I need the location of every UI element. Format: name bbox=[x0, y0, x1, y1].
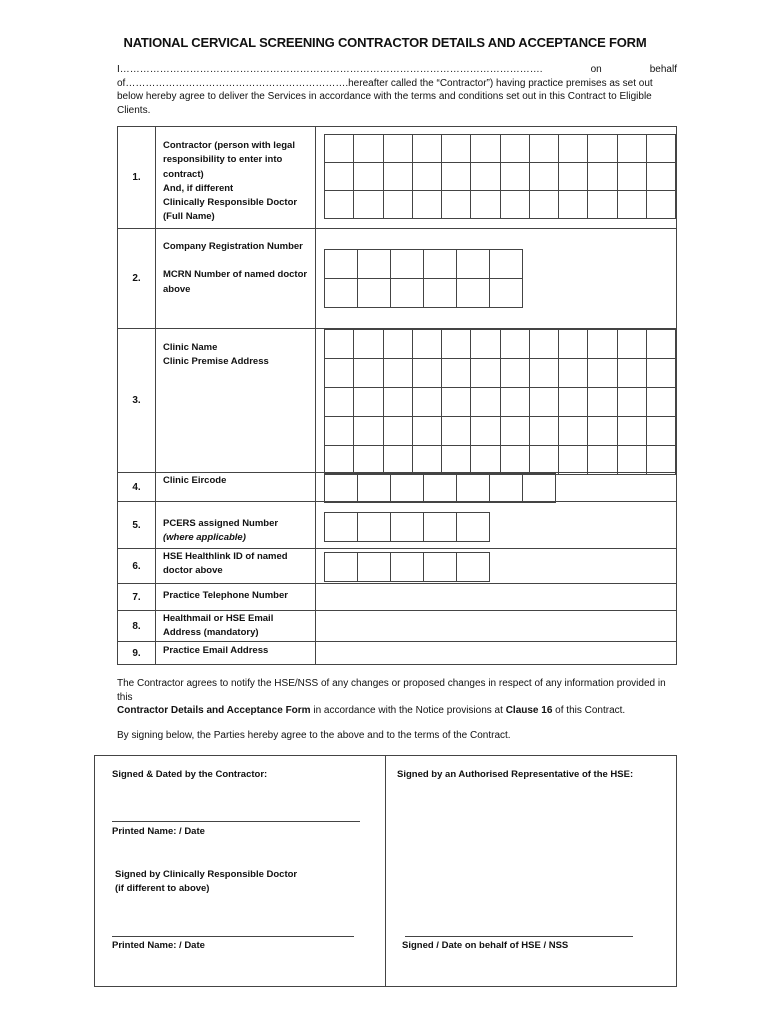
character-box[interactable] bbox=[588, 359, 617, 388]
character-box[interactable] bbox=[358, 250, 391, 279]
character-box[interactable] bbox=[325, 446, 354, 475]
character-box[interactable] bbox=[442, 388, 471, 417]
character-box[interactable] bbox=[529, 417, 558, 446]
character-box[interactable] bbox=[471, 359, 500, 388]
row-label: Practice Email Address bbox=[156, 642, 316, 664]
character-box[interactable] bbox=[559, 163, 588, 191]
row-label: Clinic Eircode bbox=[156, 473, 316, 501]
character-box[interactable] bbox=[588, 163, 617, 191]
character-box[interactable] bbox=[617, 446, 646, 475]
row-label: HSE Healthlink ID of named doctor above bbox=[156, 549, 316, 583]
character-box[interactable] bbox=[471, 135, 500, 163]
character-box[interactable] bbox=[471, 191, 500, 219]
row-label: PCERS assigned Number (where applicable) bbox=[156, 502, 316, 548]
character-box[interactable] bbox=[358, 474, 391, 503]
row-number: 7. bbox=[118, 584, 156, 610]
character-box[interactable] bbox=[500, 191, 529, 219]
notice-line2: Contractor Details and Acceptance Form in accordance with the Notice provisions at Clause 16 of this Contract. bbox=[117, 705, 626, 716]
row-number: 8. bbox=[118, 611, 156, 641]
character-box[interactable] bbox=[424, 553, 457, 582]
contractor-signature-line[interactable] bbox=[112, 821, 360, 822]
character-box[interactable] bbox=[471, 417, 500, 446]
character-box[interactable] bbox=[646, 191, 675, 219]
character-box[interactable] bbox=[646, 163, 675, 191]
character-box[interactable] bbox=[325, 474, 358, 503]
character-box[interactable] bbox=[325, 250, 358, 279]
character-box[interactable] bbox=[391, 553, 424, 582]
character-box[interactable] bbox=[391, 279, 424, 308]
character-box[interactable] bbox=[354, 359, 383, 388]
character-box[interactable] bbox=[500, 330, 529, 359]
character-box[interactable] bbox=[559, 417, 588, 446]
character-box[interactable] bbox=[490, 279, 523, 308]
character-box[interactable] bbox=[442, 135, 471, 163]
character-box[interactable] bbox=[354, 135, 383, 163]
character-box[interactable] bbox=[529, 135, 558, 163]
character-box[interactable] bbox=[617, 359, 646, 388]
character-box[interactable] bbox=[500, 388, 529, 417]
row-label: Practice Telephone Number bbox=[156, 584, 316, 610]
character-box[interactable] bbox=[529, 388, 558, 417]
character-box[interactable] bbox=[529, 191, 558, 219]
healthmail-field[interactable] bbox=[324, 611, 676, 641]
character-box[interactable] bbox=[383, 330, 412, 359]
row-number: 4. bbox=[118, 473, 156, 501]
character-box[interactable] bbox=[523, 474, 556, 503]
character-box[interactable] bbox=[617, 135, 646, 163]
character-box[interactable] bbox=[559, 191, 588, 219]
character-box[interactable] bbox=[424, 250, 457, 279]
row-number: 3. bbox=[118, 329, 156, 472]
character-box[interactable] bbox=[325, 135, 354, 163]
character-box[interactable] bbox=[490, 250, 523, 279]
character-box[interactable] bbox=[354, 388, 383, 417]
character-box[interactable] bbox=[383, 135, 412, 163]
contractor-sign-heading: Signed & Dated by the Contractor: bbox=[112, 769, 268, 780]
row-label: Contractor (person with legal responsibility to enter into contract) And, if different Clinically Responsible Doctor (Full Name) bbox=[156, 127, 316, 228]
pcers-grid[interactable] bbox=[324, 512, 490, 542]
row-number: 9. bbox=[118, 642, 156, 664]
row-number: 5. bbox=[118, 502, 156, 548]
character-box[interactable] bbox=[471, 388, 500, 417]
character-box[interactable] bbox=[617, 388, 646, 417]
character-box[interactable] bbox=[500, 135, 529, 163]
practice-email-field[interactable] bbox=[324, 642, 676, 664]
character-box[interactable] bbox=[588, 417, 617, 446]
row-registration bbox=[118, 229, 676, 329]
clinic-address-grid[interactable] bbox=[324, 329, 676, 475]
contractor-details-table bbox=[117, 126, 677, 665]
character-box[interactable] bbox=[383, 163, 412, 191]
character-box[interactable] bbox=[471, 163, 500, 191]
character-box[interactable] bbox=[588, 446, 617, 475]
character-box[interactable] bbox=[424, 279, 457, 308]
character-box[interactable] bbox=[588, 135, 617, 163]
character-box[interactable] bbox=[442, 446, 471, 475]
character-box[interactable] bbox=[588, 191, 617, 219]
character-box[interactable] bbox=[412, 388, 441, 417]
character-box[interactable] bbox=[646, 135, 675, 163]
doctor-sign-heading: Signed by Clinically Responsible Doctor (if different to above) bbox=[115, 869, 298, 894]
character-box[interactable] bbox=[442, 191, 471, 219]
character-box[interactable] bbox=[354, 446, 383, 475]
character-box[interactable] bbox=[559, 135, 588, 163]
row-eircode bbox=[118, 473, 676, 502]
character-box[interactable] bbox=[442, 359, 471, 388]
character-box[interactable] bbox=[588, 330, 617, 359]
doctor-signature-line[interactable] bbox=[112, 936, 354, 937]
row-number: 2. bbox=[118, 229, 156, 328]
healthlink-grid[interactable] bbox=[324, 552, 490, 582]
row-clinic-address bbox=[118, 329, 676, 473]
character-box[interactable] bbox=[500, 359, 529, 388]
character-box[interactable] bbox=[457, 553, 490, 582]
character-box[interactable] bbox=[412, 191, 441, 219]
character-box[interactable] bbox=[325, 163, 354, 191]
character-box[interactable] bbox=[646, 330, 675, 359]
contractor-name-blank[interactable]: I………………………………………………………………………………………………………………. bbox=[117, 64, 543, 75]
row-healthmail bbox=[118, 611, 676, 642]
character-box[interactable] bbox=[442, 163, 471, 191]
hse-sign-date-label: Signed / Date on behalf of HSE / NSS bbox=[402, 940, 569, 951]
row-label: Company Registration Number MCRN Number of named doctor above bbox=[156, 229, 316, 328]
character-box[interactable] bbox=[646, 359, 675, 388]
character-box[interactable] bbox=[325, 553, 358, 582]
row-label: Healthmail or HSE Email Address (mandatory) bbox=[156, 611, 316, 641]
notice-paragraph bbox=[117, 677, 677, 742]
row-number: 1. bbox=[118, 127, 156, 228]
character-box[interactable] bbox=[471, 446, 500, 475]
printed-name-label-2: Printed Name: / Date bbox=[112, 940, 205, 951]
character-box[interactable] bbox=[354, 191, 383, 219]
registration-grid[interactable] bbox=[324, 249, 523, 308]
character-box[interactable] bbox=[471, 330, 500, 359]
character-box[interactable] bbox=[391, 474, 424, 503]
intro-on: on bbox=[590, 64, 602, 75]
character-box[interactable] bbox=[457, 279, 490, 308]
character-box[interactable] bbox=[383, 359, 412, 388]
row-pcers bbox=[118, 502, 676, 549]
character-box[interactable] bbox=[559, 388, 588, 417]
character-box[interactable] bbox=[646, 446, 675, 475]
character-box[interactable] bbox=[490, 474, 523, 503]
character-box[interactable] bbox=[617, 330, 646, 359]
row-number: 6. bbox=[118, 549, 156, 583]
character-box[interactable] bbox=[354, 330, 383, 359]
character-box[interactable] bbox=[391, 513, 424, 542]
eircode-grid[interactable] bbox=[324, 473, 556, 503]
character-box[interactable] bbox=[358, 513, 391, 542]
character-box[interactable] bbox=[383, 388, 412, 417]
character-box[interactable] bbox=[412, 417, 441, 446]
character-box[interactable] bbox=[383, 446, 412, 475]
hse-sign-heading: Signed by an Authorised Representative of the HSE: bbox=[397, 769, 634, 780]
signature-divider bbox=[385, 756, 386, 986]
character-box[interactable] bbox=[500, 446, 529, 475]
character-box[interactable] bbox=[412, 446, 441, 475]
character-box[interactable] bbox=[559, 330, 588, 359]
character-box[interactable] bbox=[325, 513, 358, 542]
character-box[interactable] bbox=[617, 417, 646, 446]
telephone-field[interactable] bbox=[324, 584, 676, 610]
character-box[interactable] bbox=[529, 446, 558, 475]
character-box[interactable] bbox=[500, 417, 529, 446]
character-box[interactable] bbox=[424, 513, 457, 542]
character-box[interactable] bbox=[500, 163, 529, 191]
row-label: Clinic Name Clinic Premise Address bbox=[156, 329, 316, 472]
notice-line1: The Contractor agrees to notify the HSE/NSS of any changes or proposed changes in respect of any information provided in this bbox=[117, 678, 666, 703]
character-box[interactable] bbox=[559, 359, 588, 388]
printed-name-label-1: Printed Name: / Date bbox=[112, 826, 205, 837]
character-box[interactable] bbox=[529, 330, 558, 359]
character-box[interactable] bbox=[617, 163, 646, 191]
intro-behalf: behalf bbox=[649, 64, 677, 75]
character-box[interactable] bbox=[325, 191, 354, 219]
signature-table bbox=[94, 755, 677, 987]
row-healthlink bbox=[118, 549, 676, 584]
contractor-name-grid[interactable] bbox=[324, 134, 676, 219]
character-box[interactable] bbox=[325, 417, 354, 446]
intro-body: of………………………………………………………….hereafter called the “Contractor”) having practice premises as set out below hereby agree to deliver the Services in accordance with the terms and conditions set out in this Contract to Eligible Clients. bbox=[117, 77, 653, 116]
character-box[interactable] bbox=[529, 359, 558, 388]
character-box[interactable] bbox=[646, 388, 675, 417]
character-box[interactable] bbox=[424, 474, 457, 503]
character-box[interactable] bbox=[588, 388, 617, 417]
character-box[interactable] bbox=[412, 359, 441, 388]
character-box[interactable] bbox=[412, 330, 441, 359]
character-box[interactable] bbox=[325, 359, 354, 388]
character-box[interactable] bbox=[646, 417, 675, 446]
character-box[interactable] bbox=[529, 163, 558, 191]
character-box[interactable] bbox=[457, 474, 490, 503]
character-box[interactable] bbox=[412, 163, 441, 191]
row-contractor bbox=[118, 127, 676, 229]
character-box[interactable] bbox=[325, 330, 354, 359]
form-title: NATIONAL CERVICAL SCREENING CONTRACTOR DETAILS AND ACCEPTANCE FORM bbox=[123, 35, 647, 50]
character-box[interactable] bbox=[383, 191, 412, 219]
character-box[interactable] bbox=[457, 513, 490, 542]
character-box[interactable] bbox=[325, 279, 358, 308]
row-telephone bbox=[118, 584, 676, 611]
character-box[interactable] bbox=[391, 250, 424, 279]
intro-paragraph bbox=[117, 63, 677, 117]
character-box[interactable] bbox=[442, 330, 471, 359]
character-box[interactable] bbox=[412, 135, 441, 163]
character-box[interactable] bbox=[354, 417, 383, 446]
row-practice-email bbox=[118, 642, 676, 664]
character-box[interactable] bbox=[617, 191, 646, 219]
agreement-text: By signing below, the Parties hereby agree to the above and to the terms of the Contract. bbox=[117, 729, 511, 741]
character-box[interactable] bbox=[383, 417, 412, 446]
character-box[interactable] bbox=[358, 553, 391, 582]
character-box[interactable] bbox=[457, 250, 490, 279]
character-box[interactable] bbox=[325, 388, 354, 417]
character-box[interactable] bbox=[358, 279, 391, 308]
character-box[interactable] bbox=[354, 163, 383, 191]
hse-signature-line[interactable] bbox=[405, 936, 633, 937]
character-box[interactable] bbox=[442, 417, 471, 446]
character-box[interactable] bbox=[559, 446, 588, 475]
